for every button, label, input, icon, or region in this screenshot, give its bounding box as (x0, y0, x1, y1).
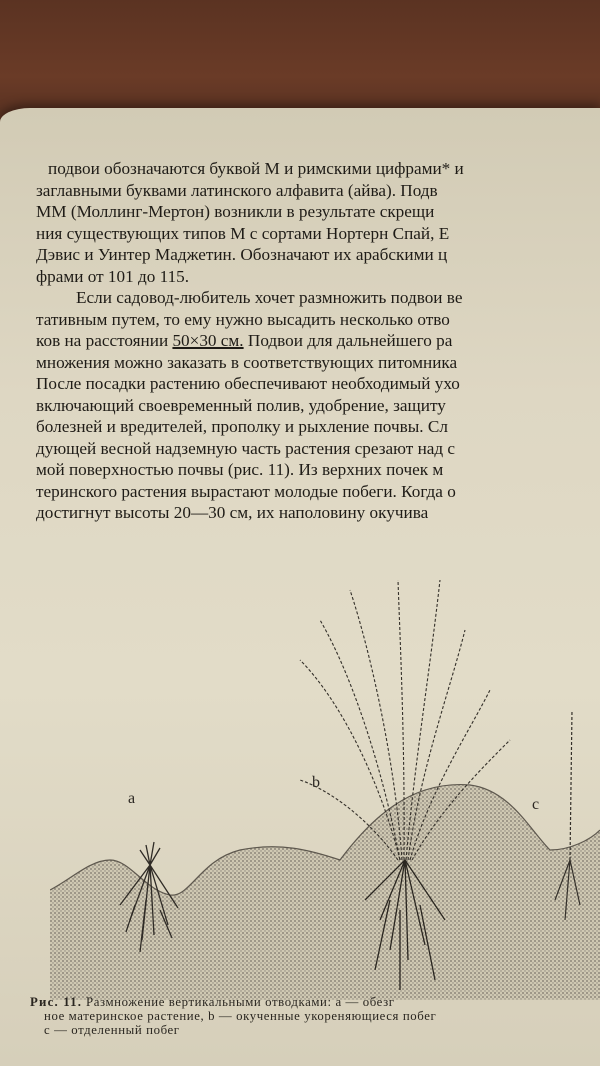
text-line: Дэвис и Уинтер Маджетин. Обозначают их арабскими ц (36, 245, 448, 264)
illustration-vertical-layering (50, 560, 600, 1000)
text-span: Подвои для дальнейшего ра (243, 331, 453, 350)
text-line: дующей весной надземную часть растения срезают над с (36, 438, 456, 458)
soil-mound (50, 785, 600, 1000)
text-line: болезней и вредителей, прополку и рыхление почвы. Сл (36, 417, 448, 436)
text-line: мой поверхностью почвы (рис. 11). Из верхних почек м (36, 460, 444, 479)
text-line: ММ (Моллинг-Мертон) возникли в результате скрещи (36, 202, 435, 221)
plant-c (555, 710, 580, 920)
text-line: ния существующих типов М с сортами Нортерн Спай, Е (36, 223, 450, 243)
figure-caption (30, 995, 600, 1037)
figure-label-a: a (128, 790, 136, 807)
text-line: заглавными буквами латинского алфавита (айва). Подв (36, 180, 438, 200)
text-line: подвои обозначаются буквой М и римскими цифрами* и (48, 159, 464, 178)
text-line: фрами от 101 до 115. (36, 266, 190, 286)
text-line: теринского растения вырастают молодые побеги. Когда о (36, 481, 456, 501)
caption-line: ное материнское растение, b — окученные укореняющиеся побег (44, 1009, 437, 1023)
caption-line: с — отделенный побег (44, 1023, 180, 1037)
text-line: тативным путем, то ему нужно высадить несколько отво (36, 309, 450, 329)
text-line: После посадки растению обеспечивают необходимый ухо (36, 374, 460, 393)
paragraph-first-line: Если садовод-любитель хочет размножить подвои ве (76, 288, 463, 307)
caption-head: Рис. 11. (30, 995, 83, 1009)
text-line: включающий своевременный полив, удобрение, защиту (36, 395, 446, 415)
body-text (36, 158, 600, 524)
text-line: множения можно заказать в соответствующих питомника (36, 352, 458, 372)
text-span: ков на расстоянии (36, 331, 173, 350)
caption-text: Размножение вертикальными отводками: а — обезг (82, 995, 395, 1009)
figure-label-b: b (312, 774, 320, 791)
figure-label-c: c (532, 796, 540, 813)
caption-line (30, 995, 600, 1009)
text-line: достигнут высоты 20—30 см, их наполовину окучива (36, 503, 429, 522)
text-line-with-underline (36, 330, 600, 352)
underlined-measurement: 50×30 см. (172, 331, 244, 350)
